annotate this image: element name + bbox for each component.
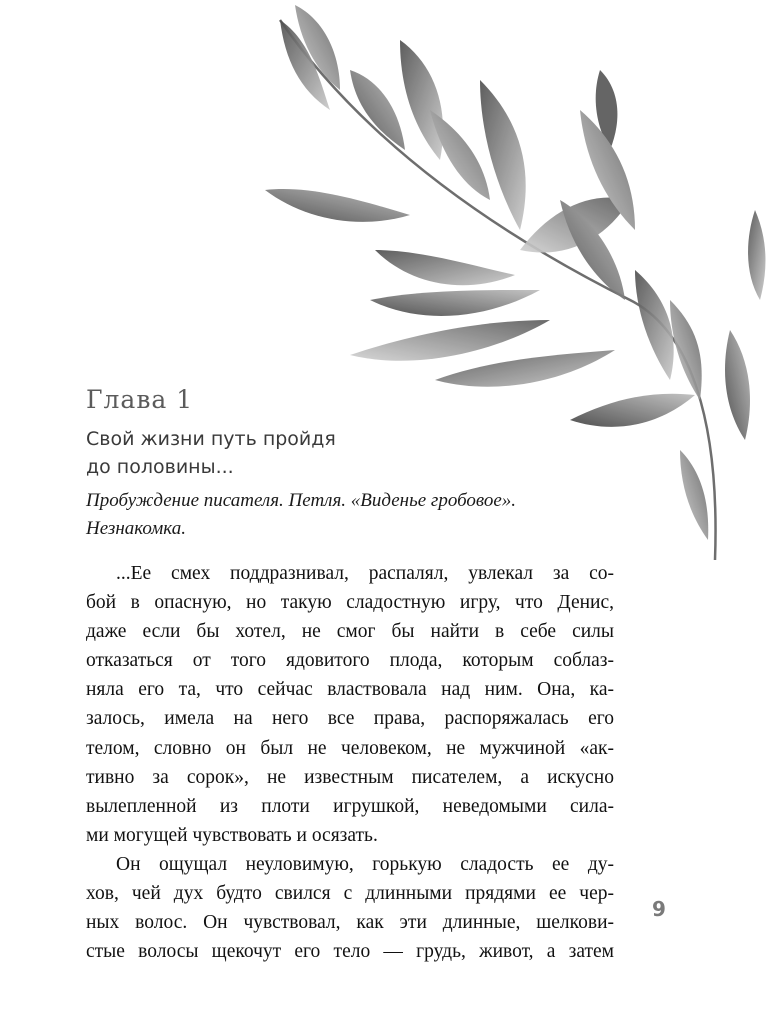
body-line: залось, имела на него все права, распоряжалась его <box>86 708 614 730</box>
leaf <box>400 40 443 160</box>
leaf <box>670 300 702 400</box>
body-line: отказаться от того ядовитого плода, которым соблаз- <box>86 650 614 672</box>
leaf <box>435 350 615 387</box>
body-line: няла его та, что сейчас властвовала над ним. Она, ка- <box>86 679 614 701</box>
chapter-title-line: до половины... <box>86 456 234 478</box>
body-line: стые волосы щекочут его тело — грудь, живот, а затем <box>86 941 614 963</box>
chapter-title-line: Свой жизни путь пройдя <box>86 428 336 450</box>
body-text <box>86 559 614 966</box>
body-line: ных волос. Он чувствовал, как эти длинные, шелкови- <box>86 912 614 934</box>
leaf <box>570 394 695 427</box>
leaf <box>375 250 515 285</box>
leaf <box>635 270 674 380</box>
chapter-number: Глава 1 <box>86 385 194 414</box>
leaf <box>748 210 765 300</box>
body-line: вылепленной из плоти игрушкой, неведомыми сила- <box>86 795 614 817</box>
leaf <box>350 320 550 361</box>
body-line: бой в опасную, но такую сладостную игру, что Денис, <box>86 592 614 614</box>
leaf <box>265 189 410 222</box>
body-line: ...Ее смех поддразнивал, распалял, увлекал за со- <box>116 563 614 584</box>
chapter-title <box>86 425 406 481</box>
chapter-epigraph <box>86 487 556 543</box>
body-line: тивно за сорок», не известным писателем, а искусно <box>86 766 614 788</box>
leaf <box>350 70 405 150</box>
body-line: ми могущей чувствовать и осязать. <box>86 824 378 846</box>
leaf <box>680 450 708 540</box>
leaf <box>370 290 540 316</box>
body-line: даже если бы хотел, не смог бы найти в себе силы <box>86 621 614 643</box>
body-line: телом, словно он был не человеком, не мужчиной «ак- <box>86 737 614 759</box>
leaf <box>480 80 526 230</box>
epigraph-line: Пробуждение писателя. Петля. «Виденье гробовое». <box>86 490 517 511</box>
page-number: 9 <box>652 897 666 921</box>
body-line: хов, чей дух будто свился с длинными прядями ее чер- <box>86 883 614 905</box>
leaf <box>725 330 750 440</box>
body-line: Он ощущал неуловимую, горькую сладость ее ду- <box>116 853 614 875</box>
epigraph-line: Незнакомка. <box>86 518 186 539</box>
